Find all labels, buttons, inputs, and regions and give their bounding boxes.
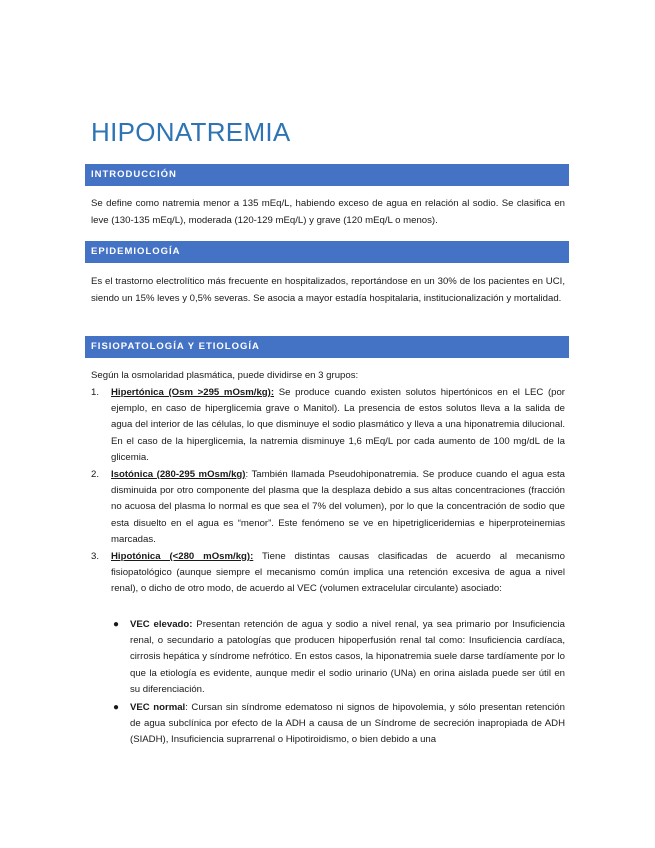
list-number: 3. (91, 551, 100, 562)
epi-text: Es el trastorno electrolítico más frecuente en hospitalizados, reportándose en un 30% de los pacientes en UCI, siendo un 15% leves y 0,5% severas. Se asocia a mayor estadía hospitalaria, institucionalización y mortalidad. (91, 276, 565, 304)
sub-item-vec-normal (113, 700, 565, 749)
list-item-label: Hipertónica (Osm >295 mOsm/kg): (111, 387, 275, 398)
sub-item-label: VEC elevado: (130, 619, 193, 630)
list-item-label: Hipotónica (<280 mOsm/kg): (111, 551, 254, 562)
intro-text: Se define como natremia menor a 135 mEq/L, habiendo exceso de agua en relación al sodio. Se clasifica en leve (130-135 mEq/L), moderada (120-129 mEq/L) y grave (120 mEq/L o menos). (91, 198, 565, 226)
intro-paragraph (91, 196, 565, 229)
sub-item-label: VEC normal (130, 702, 186, 713)
list-item-body (111, 467, 565, 548)
list-item-label: Isotónica (280-295 mOsm/kg) (111, 469, 246, 480)
sub-item-text: Presentan retención de agua y sodio a nivel renal, ya sea primario por Insuficiencia renal, o secundario a patologías que producen hipoperfusión renal tal como: Insuficiencia cardíaca, cirrosis hepática y síndrome nefrótico. En estos casos, la hiponatremia suele darse tardíamente por lo que la etiología es evidente, aunque medir el sodio urinario (UNa) en orina aislada puede ser útil en su diferenciación. (130, 619, 565, 695)
sub-item-vec-elevado (113, 617, 565, 698)
list-item-body (111, 385, 565, 466)
section-heading-fisiopatologia: FISIOPATOLOGÍA Y ETIOLOGÍA (85, 336, 569, 358)
sub-item-body (130, 617, 565, 698)
fisio-intro (91, 368, 565, 385)
sub-item-text: : Cursan sin síndrome edematoso ni signos de hipovolemia, y sólo presentan retención de agua subclínica por efecto de la ADH a causa de un Síndrome de secreción inapropiada de ADH (SIADH), Insuficiencia suprarrenal o Hipotiroidismo, o bien debido a una (130, 702, 565, 746)
section-heading-epidemiologia: EPIDEMIOLOGÍA (85, 241, 569, 263)
list-number: 2. (91, 469, 100, 480)
list-item-hipertonica (91, 385, 565, 466)
section-heading-introduccion: INTRODUCCIÓN (85, 164, 569, 186)
bullet-icon: ● (113, 619, 120, 630)
epi-paragraph (91, 274, 565, 307)
list-number: 1. (91, 387, 100, 398)
sub-item-body (130, 700, 565, 749)
list-item-hipotonica (91, 549, 565, 598)
list-item-text: Se produce cuando existen solutos hipertónicos en el LEC (por ejemplo, en caso de hiperglicemia grave o Manitol). La presencia de estos solutos lleva a la salida de agua del interior de las células, lo que disminuye el sodio plasmático y lleva a una hiponatremia dilucional. En el caso de la hiperglicemia, la natremia disminuye 1,6 mEq/L por cada aumento de 100 mg/dL de la glicemia. (111, 387, 565, 463)
list-item-text: : También llamada Pseudohiponatremia. Se produce cuando el agua esta disminuida por otro componente del plasma que la desplaza debido a sus altas concentraciones (fracción no acuosa del plasma lo normal es que sea el 7% del volumen), por lo que la concentración de sodio que esta disuelto en el agua es “menor”. Este fenómeno se ve en hipetrigliceridemias e hiperproteinemias marcadas. (111, 469, 565, 545)
list-item-isotonica (91, 467, 565, 548)
document-title: HIPONATREMIA (91, 117, 291, 147)
bullet-icon: ● (113, 702, 120, 713)
fisio-intro-text: Según la osmolaridad plasmática, puede dividirse en 3 grupos: (91, 370, 359, 381)
list-item-text: Tiene distintas causas clasificadas de acuerdo al mecanismo fisiopatológico (aunque siempre el mecanismo común implica una retención excesiva de agua a nivel renal), o dicho de otro modo, de acuerdo al VEC (volumen extracelular circulante) asociado: (111, 551, 565, 595)
list-item-body (111, 549, 565, 598)
